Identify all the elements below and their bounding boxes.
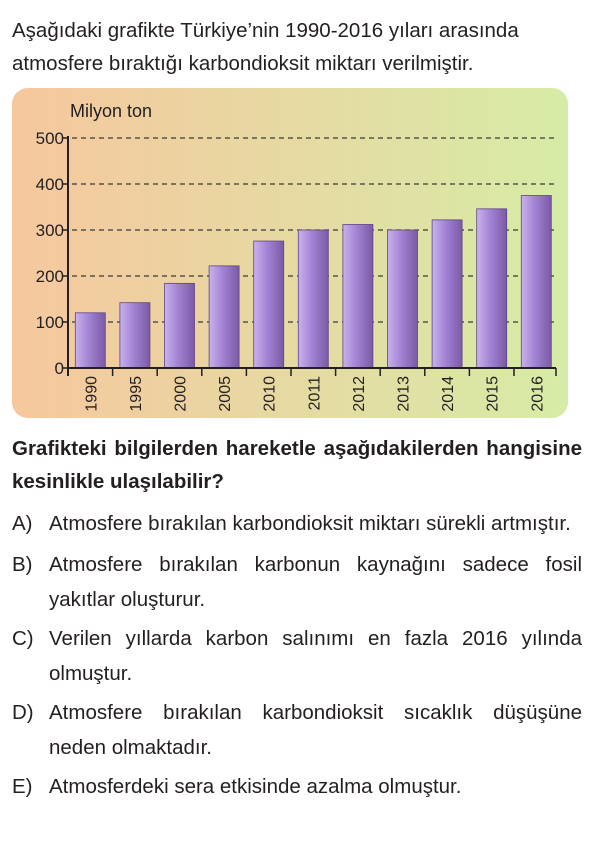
option-a-text: Atmosfere bırakılan karbondioksit miktarı sürekli artmıştır.	[49, 512, 571, 535]
y-tick-label: 100	[35, 313, 64, 332]
option-d[interactable]	[12, 695, 582, 765]
option-e[interactable]	[12, 769, 582, 804]
x-tick-label: 2005	[217, 376, 235, 412]
bar-2014	[432, 220, 462, 368]
x-tick-label: 2000	[172, 376, 190, 412]
option-c-text: Verilen yıllarda karbon salınımı en fazla 2016 yılında olmuştur.	[49, 627, 582, 685]
option-a-letter: A)	[12, 512, 33, 535]
y-tick-label: 0	[54, 359, 64, 378]
bar-2013	[388, 230, 418, 368]
y-tick-label: 400	[35, 175, 64, 194]
x-tick-label: 2013	[395, 376, 413, 412]
option-e-text: Atmosferdeki sera etkisinde azalma olmuştur.	[49, 775, 462, 798]
y-tick-label: 200	[35, 267, 64, 286]
option-d-text: Atmosfere bırakılan karbondioksit sıcaklık düşüşüne neden olmaktadır.	[49, 701, 582, 759]
question-text: Grafikteki bilgilerden hareketle aşağıdakilerden hangisine kesinlikle ulaşılabilir?	[12, 437, 582, 493]
bar-2016	[521, 196, 551, 369]
bar-2012	[343, 224, 373, 368]
x-tick-label: 1995	[127, 376, 145, 412]
option-b[interactable]	[12, 547, 582, 617]
chart-svg	[12, 88, 568, 418]
bar-2015	[477, 209, 507, 368]
bar-chart	[12, 88, 568, 418]
y-axis-label: Milyon ton	[70, 101, 153, 121]
answer-options	[12, 506, 582, 808]
x-tick-label: 2011	[306, 376, 324, 411]
y-tick-label: 500	[35, 129, 64, 148]
option-b-letter: B)	[12, 553, 33, 576]
bar-2011	[298, 230, 328, 368]
bar-2000	[165, 283, 195, 368]
option-c[interactable]	[12, 621, 582, 691]
intro-text: Aşağıdaki grafikte Türkiye’nin 1990-2016 yıları arasında atmosfere bıraktığı karbondioksit miktarı verilmiştir.	[12, 19, 519, 75]
x-tick-label: 2010	[261, 376, 279, 412]
bar-2005	[209, 266, 239, 368]
x-tick-label: 1990	[83, 376, 101, 412]
bar-1995	[120, 303, 150, 368]
option-d-letter: D)	[12, 701, 34, 724]
x-tick-label: 2012	[350, 376, 368, 412]
option-e-letter: E)	[12, 775, 33, 798]
bar-2010	[254, 241, 284, 368]
y-tick-label: 300	[35, 221, 64, 240]
x-tick-label: 2015	[484, 376, 502, 412]
option-b-text: Atmosfere bırakılan karbonun kaynağını sadece fosil yakıtlar oluşturur.	[49, 553, 582, 611]
x-tick-label: 2016	[529, 376, 547, 412]
option-a[interactable]	[12, 506, 582, 541]
bar-1990	[75, 313, 105, 368]
option-c-letter: C)	[12, 627, 34, 650]
x-tick-label: 2014	[440, 376, 458, 412]
